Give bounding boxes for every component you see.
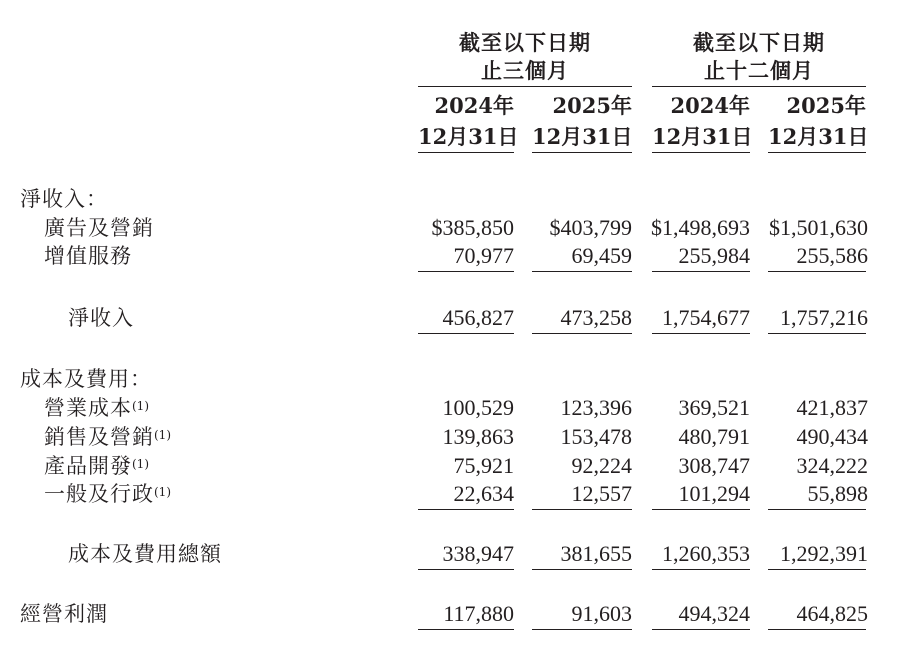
cost-subtotal-rule-c4 [768,509,866,510]
cost-of-revenue-text: 營業成本 [44,396,132,420]
footnote-marker: (1) [132,399,149,413]
cell-product-development-c3: 308,747 [678,453,750,478]
three-months-header-line1: 截至以下日期 [459,30,591,55]
cell-value-added-c2: 69,459 [571,243,632,268]
footnote-marker: (1) [154,485,171,499]
row-label-sales-marketing [44,424,171,450]
col4-year: 2025年 [786,93,866,118]
cost-total-rule-c3 [652,569,750,570]
total-rule-c4 [768,333,866,334]
cost-subtotal-rule-c3 [652,509,750,510]
cell-value-added-c4: 255,586 [796,243,868,268]
cell-total-costs-c2: 381,655 [560,541,632,566]
subtotal-rule-c3 [652,271,750,272]
cell-product-development-c1: 75,921 [453,453,514,478]
cell-cost-of-revenue-c3: 369,521 [678,395,750,420]
cost-total-rule-c4 [768,569,866,570]
cell-product-development-c4: 324,222 [796,453,868,478]
cell-general-admin-c4: 55,898 [807,481,868,506]
total-rule-c1 [418,333,514,334]
cell-general-admin-c3: 101,294 [678,481,750,506]
col2-year: 2025年 [552,93,632,118]
cell-net-revenue-c3: 1,754,677 [662,305,750,330]
row-label-value-added: 增值服務 [44,244,132,268]
subtotal-rule-c4 [768,271,866,272]
cell-total-costs-c3: 1,260,353 [662,541,750,566]
cell-sales-marketing-c4: 490,434 [796,424,868,449]
footnote-marker: (1) [132,457,149,471]
cell-operating-profit-c4: 464,825 [796,601,868,626]
total-rule-c2 [532,333,632,334]
subtotal-rule-c1 [418,271,514,272]
col4-date: 12月31日 [768,124,869,149]
col2-header-rule [532,152,632,153]
cell-cost-of-revenue-c1: 100,529 [442,395,514,420]
cell-net-revenue-c1: 456,827 [442,305,514,330]
subtotal-rule-c2 [532,271,632,272]
cell-general-admin-c2: 12,557 [571,481,632,506]
net-revenue-section-title: 淨收入： [20,187,108,211]
operating-profit-rule-c3 [652,629,750,630]
cost-total-rule-c2 [532,569,632,570]
col3-year: 2024年 [670,93,750,118]
footnote-marker: (1) [154,428,171,442]
cell-advertising-c4: $1,501,630 [769,215,868,240]
sales-marketing-text: 銷售及營銷 [44,425,154,449]
cell-value-added-c1: 70,977 [453,243,514,268]
cell-net-revenue-c2: 473,258 [560,305,632,330]
row-label-product-development [44,453,149,479]
product-development-text: 產品開發 [44,454,132,478]
cell-advertising-c3: $1,498,693 [651,215,750,240]
general-admin-text: 一般及行政 [44,482,154,506]
twelve-months-header-line1: 截至以下日期 [693,30,825,55]
cell-product-development-c2: 92,224 [571,453,632,478]
col1-header-rule [418,152,514,153]
cell-value-added-c3: 255,984 [678,243,750,268]
row-label-general-admin [44,481,171,507]
operating-profit-rule-c2 [532,629,632,630]
col2-date: 12月31日 [532,124,633,149]
col4-header-rule [768,152,866,153]
operating-profit-rule-c1 [418,629,514,630]
col1-year: 2024年 [434,93,514,118]
cell-total-costs-c4: 1,292,391 [780,541,868,566]
three-months-header-rule [418,86,632,87]
col3-date: 12月31日 [652,124,753,149]
operating-profit-rule-c4 [768,629,866,630]
twelve-months-header-line2: 止十二個月 [704,58,814,83]
cell-advertising-c1: $385,850 [431,215,514,240]
cell-operating-profit-c1: 117,880 [443,601,514,626]
cell-net-revenue-c4: 1,757,216 [780,305,868,330]
three-months-header-line2: 止三個月 [481,58,569,83]
cell-cost-of-revenue-c4: 421,837 [796,395,868,420]
col1-date: 12月31日 [418,124,519,149]
cell-total-costs-c1: 338,947 [442,541,514,566]
cost-subtotal-rule-c1 [418,509,514,510]
cell-general-admin-c1: 22,634 [453,481,514,506]
total-rule-c3 [652,333,750,334]
cost-total-rule-c1 [418,569,514,570]
cell-operating-profit-c2: 91,603 [571,601,632,626]
twelve-months-header-rule [652,86,866,87]
col3-header-rule [652,152,750,153]
row-label-advertising: 廣告及營銷 [44,216,154,240]
cell-sales-marketing-c1: 139,863 [442,424,514,449]
cell-cost-of-revenue-c2: 123,396 [560,395,632,420]
cell-operating-profit-c3: 494,324 [678,601,750,626]
row-label-net-revenue-total: 淨收入 [68,306,134,330]
cost-section-title: 成本及費用： [20,367,152,391]
cell-sales-marketing-c3: 480,791 [678,424,750,449]
cost-subtotal-rule-c2 [532,509,632,510]
cell-advertising-c2: $403,799 [549,215,632,240]
cell-sales-marketing-c2: 153,478 [560,424,632,449]
row-label-operating-profit: 經營利潤 [20,602,108,626]
row-label-cost-of-revenue [44,395,149,421]
row-label-total-costs: 成本及費用總額 [68,542,222,566]
